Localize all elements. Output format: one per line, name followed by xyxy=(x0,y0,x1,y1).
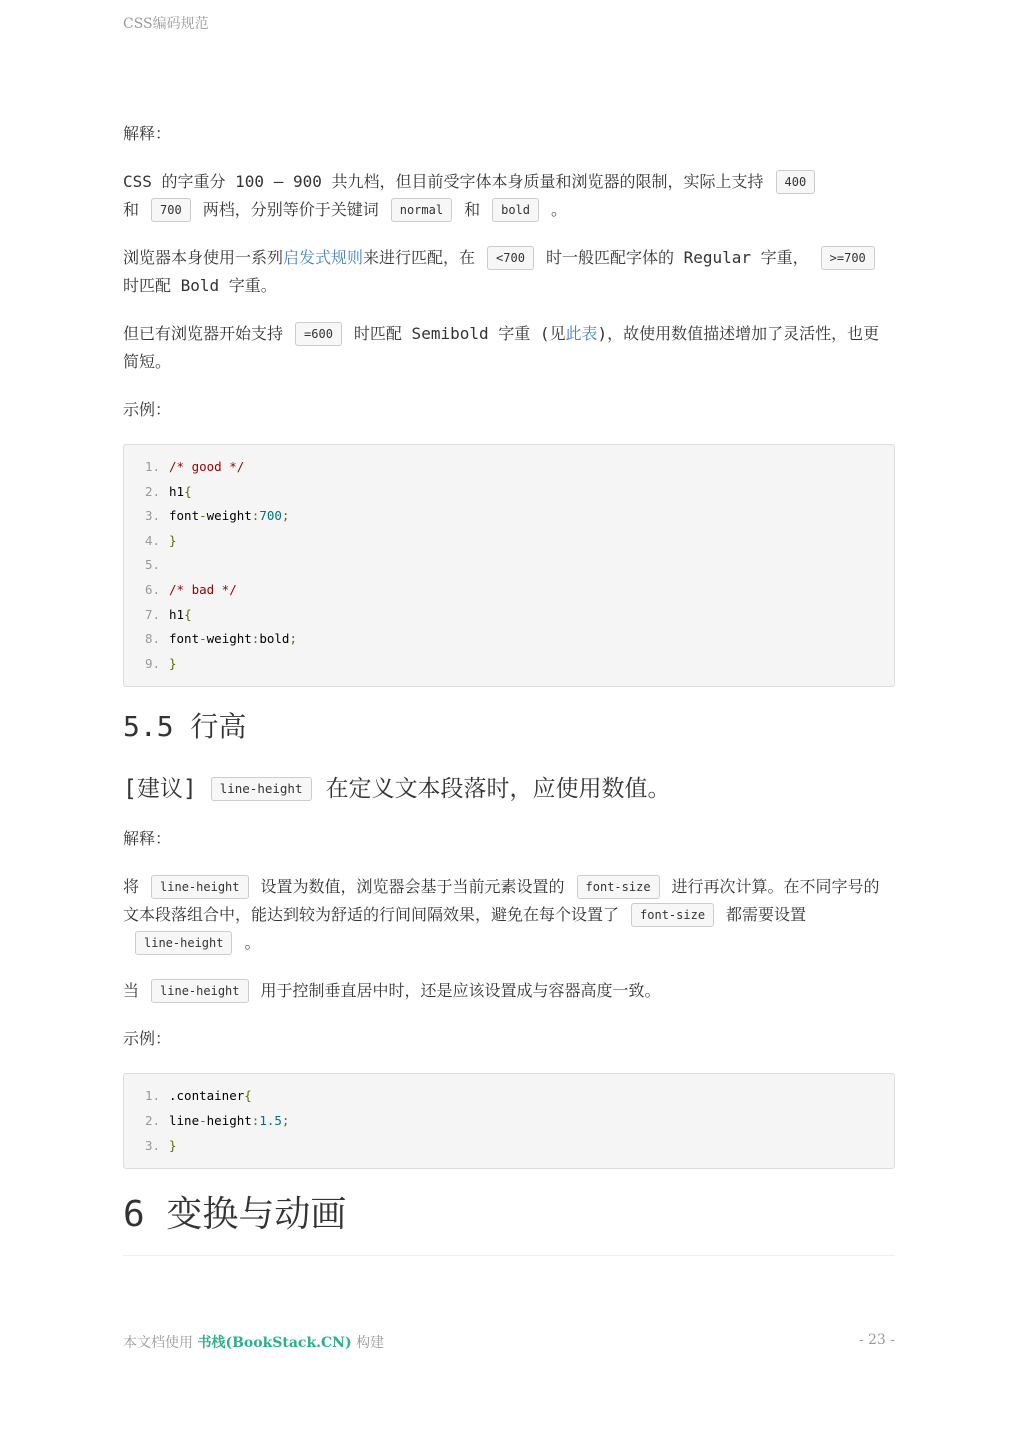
code-line xyxy=(124,504,894,529)
chapter-heading: 6 变换与动画 xyxy=(123,1189,895,1256)
code-property: height xyxy=(206,1112,252,1128)
text: 时匹配 Semibold 字重 (见 xyxy=(353,324,566,343)
footer-suffix: 构建 xyxy=(356,1335,385,1351)
line-number: 3. xyxy=(144,1137,160,1153)
line-number: 3. xyxy=(144,508,160,524)
code-line xyxy=(124,1084,894,1109)
line-number: 1. xyxy=(144,1088,160,1104)
paragraph-semibold xyxy=(123,320,895,376)
code-punct: ; xyxy=(289,631,297,647)
code-line xyxy=(124,480,894,505)
text: 当 xyxy=(123,981,140,1001)
code-punct: - xyxy=(199,508,207,524)
text: 设置为数值，浏览器会基于当前元素设置的 xyxy=(260,877,565,897)
inline-code: <700 xyxy=(487,246,534,270)
text: 都需要设置 xyxy=(726,905,807,925)
line-number: 9. xyxy=(144,655,160,671)
code-block-font-weight xyxy=(123,444,895,687)
paragraph-vertical-center xyxy=(123,977,895,1005)
text: 来进行匹配，在 xyxy=(363,248,476,267)
explain-label: 解释： xyxy=(123,829,172,849)
text: 将 xyxy=(123,877,140,897)
page-footer xyxy=(123,1332,895,1352)
rule-heading xyxy=(123,769,895,809)
code-punct: : xyxy=(251,1112,260,1128)
code-property: line xyxy=(169,1112,200,1128)
text: )，故使用数值描述增加了灵活性，也更简短。 xyxy=(123,324,880,371)
code-line xyxy=(124,455,894,480)
code-punct: - xyxy=(199,1112,207,1128)
paragraph-font-weight-levels xyxy=(123,168,895,224)
code-line xyxy=(124,1109,894,1134)
inline-code: bold xyxy=(492,198,539,222)
code-number: 1.5 xyxy=(259,1112,282,1128)
code-punct: ; xyxy=(281,508,290,524)
example-label: 示例： xyxy=(123,400,172,419)
code-punct: : xyxy=(251,631,260,647)
paragraph-line-height-number xyxy=(123,873,895,957)
code-brace: } xyxy=(169,532,177,548)
code-property: weight xyxy=(206,508,252,524)
line-number: 5. xyxy=(144,557,160,573)
code-block-line-height xyxy=(123,1073,895,1169)
inline-code: normal xyxy=(391,198,452,222)
text: 和 xyxy=(464,200,481,219)
code-punct: : xyxy=(251,508,260,524)
code-line xyxy=(124,627,894,652)
code-number: 700 xyxy=(259,508,282,524)
page-number: - 23 - xyxy=(858,1332,895,1348)
this-table-link[interactable]: 此表 xyxy=(565,324,598,343)
code-property: font xyxy=(169,508,200,524)
text: 进行再次计算。在不同字号的文本段落组合中，能达到较为舒适的行间间隔效果，避免在每个设置了 xyxy=(123,877,880,925)
code-line xyxy=(124,652,894,677)
inline-code: 400 xyxy=(776,170,816,194)
line-number: 8. xyxy=(144,631,160,647)
heuristic-rules-link[interactable]: 启发式规则 xyxy=(283,248,364,267)
code-brace: { xyxy=(184,483,192,499)
inline-code: font-size xyxy=(631,903,714,927)
text: 时一般匹配字体的 Regular 字重， xyxy=(545,248,809,267)
code-value: bold xyxy=(259,631,290,647)
text: 但已有浏览器开始支持 xyxy=(123,324,284,343)
code-comment: /* bad */ xyxy=(169,581,237,597)
code-brace: } xyxy=(169,1137,177,1153)
text: CSS 的字重分 100 – 900 共九档，但目前受字体本身质量和浏览器的限制，实际上支持 xyxy=(123,172,764,191)
code-line xyxy=(124,1134,894,1159)
example-label: 示例： xyxy=(123,1029,172,1049)
code-property: font xyxy=(169,631,200,647)
inline-code: line-height xyxy=(211,777,312,801)
code-brace: { xyxy=(184,606,192,622)
inline-code: =600 xyxy=(295,322,342,346)
paragraph-browser-matching xyxy=(123,244,895,300)
page-header: CSS编码规范 xyxy=(123,16,209,32)
text: 。 xyxy=(551,200,568,219)
code-selector: .container xyxy=(169,1088,245,1104)
inline-code: line-height xyxy=(151,875,248,899)
inline-code: 700 xyxy=(151,198,191,222)
code-line xyxy=(124,578,894,603)
inline-code: line-height xyxy=(151,979,248,1003)
bookstack-link[interactable]: 书栈(BookStack.CN) xyxy=(197,1335,352,1351)
section-heading: 5.5 行高 xyxy=(123,710,247,744)
footer-prefix: 本文档使用 xyxy=(123,1335,193,1351)
code-property: weight xyxy=(206,631,252,647)
code-punct: ; xyxy=(281,1112,290,1128)
line-number: 2. xyxy=(144,1112,160,1128)
code-brace: } xyxy=(169,655,177,671)
code-line xyxy=(124,553,894,578)
line-number: 1. xyxy=(144,459,160,474)
code-comment: /* good */ xyxy=(169,459,245,474)
document-content xyxy=(123,120,895,1256)
line-number: 6. xyxy=(144,581,160,597)
inline-code: line-height xyxy=(135,931,232,955)
text: 浏览器本身使用一系列 xyxy=(123,248,284,267)
text: 时匹配 Bold 字重。 xyxy=(123,276,277,295)
code-line xyxy=(124,603,894,628)
text: 。 xyxy=(244,933,261,953)
text: 两档，分别等价于关键词 xyxy=(202,200,379,219)
line-number: 4. xyxy=(144,532,160,548)
line-number: 2. xyxy=(144,483,160,499)
code-selector: h1 xyxy=(169,606,185,622)
explain-label: 解释： xyxy=(123,124,172,143)
inline-code: font-size xyxy=(577,875,660,899)
inline-code: >=700 xyxy=(821,246,875,270)
code-punct: - xyxy=(199,631,207,647)
code-line xyxy=(124,529,894,554)
text: 和 xyxy=(123,200,140,219)
rule-prefix: [建议] xyxy=(123,776,197,803)
rule-text: 在定义文本段落时，应使用数值。 xyxy=(325,776,671,803)
code-brace: { xyxy=(244,1088,252,1104)
code-selector: h1 xyxy=(169,483,185,499)
line-number: 7. xyxy=(144,606,160,622)
text: 用于控制垂直居中时，还是应该设置成与容器高度一致。 xyxy=(260,981,661,1001)
